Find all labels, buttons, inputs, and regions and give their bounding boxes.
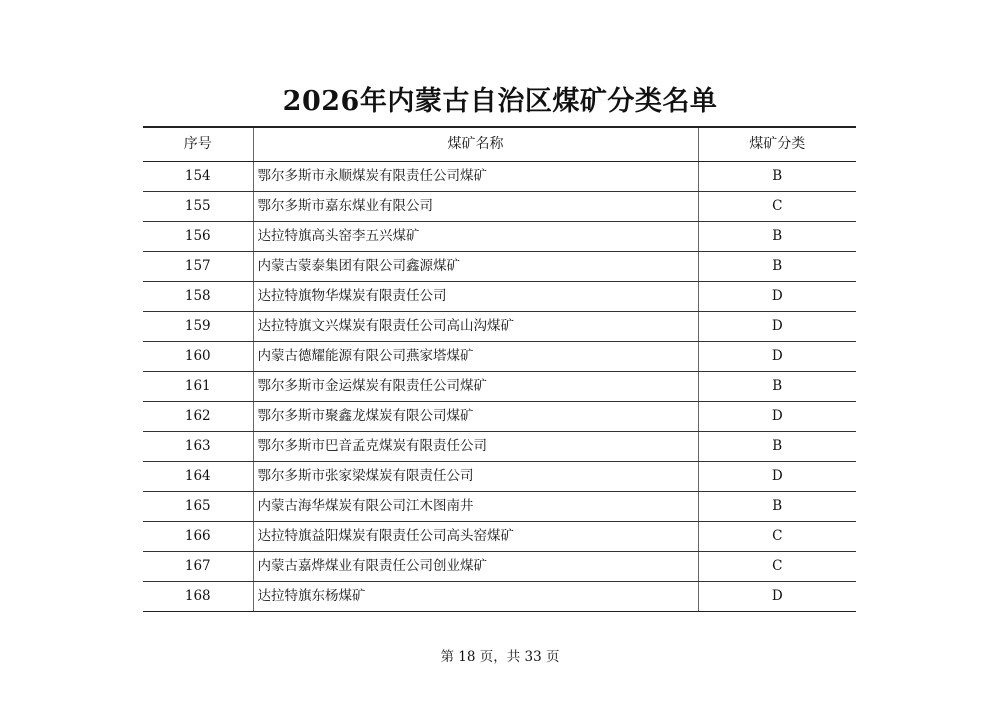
table-row xyxy=(143,402,856,432)
serial-number-cell: 168 xyxy=(143,582,253,612)
serial-number-cell: 157 xyxy=(143,252,253,282)
serial-number-cell: 160 xyxy=(143,342,253,372)
mine-name-cell: 鄂尔多斯市金运煤炭有限责任公司煤矿 xyxy=(253,372,698,402)
coal-mine-table xyxy=(143,126,856,612)
category-cell: D xyxy=(698,282,856,312)
mine-name-cell: 内蒙古海华煤炭有限公司江木图南井 xyxy=(253,492,698,522)
serial-number-cell: 166 xyxy=(143,522,253,552)
serial-number-cell: 163 xyxy=(143,432,253,462)
serial-number-cell: 161 xyxy=(143,372,253,402)
serial-number-cell: 155 xyxy=(143,192,253,222)
table-row xyxy=(143,432,856,462)
table-row xyxy=(143,462,856,492)
category-cell: B xyxy=(698,162,856,192)
serial-number-cell: 165 xyxy=(143,492,253,522)
category-cell: B xyxy=(698,252,856,282)
category-cell: B xyxy=(698,492,856,522)
mine-name-cell: 鄂尔多斯市聚鑫龙煤炭有限公司煤矿 xyxy=(253,402,698,432)
mine-name-cell: 达拉特旗物华煤炭有限责任公司 xyxy=(253,282,698,312)
header-serial-number: 序号 xyxy=(143,127,253,162)
mine-name-cell: 达拉特旗益阳煤炭有限责任公司高头窑煤矿 xyxy=(253,522,698,552)
header-mine-category: 煤矿分类 xyxy=(698,127,856,162)
serial-number-cell: 158 xyxy=(143,282,253,312)
category-cell: D xyxy=(698,402,856,432)
page-number: 第 18 页，共 33 页 xyxy=(440,649,560,665)
category-cell: D xyxy=(698,312,856,342)
serial-number-cell: 167 xyxy=(143,552,253,582)
mine-name-cell: 达拉特旗高头窑李五兴煤矿 xyxy=(253,222,698,252)
mine-name-cell: 内蒙古嘉烨煤业有限责任公司创业煤矿 xyxy=(253,552,698,582)
table-row xyxy=(143,492,856,522)
table-row xyxy=(143,342,856,372)
header-mine-name: 煤矿名称 xyxy=(253,127,698,162)
mine-name-cell: 鄂尔多斯市张家梁煤炭有限责任公司 xyxy=(253,462,698,492)
table-row xyxy=(143,552,856,582)
table-row xyxy=(143,252,856,282)
table-row xyxy=(143,222,856,252)
document-title: 2026年内蒙古自治区煤矿分类名单 xyxy=(282,86,718,117)
table-row xyxy=(143,312,856,342)
table-body xyxy=(143,162,856,612)
mine-name-cell: 达拉特旗东杨煤矿 xyxy=(253,582,698,612)
category-cell: C xyxy=(698,192,856,222)
category-cell: C xyxy=(698,522,856,552)
serial-number-cell: 154 xyxy=(143,162,253,192)
table-row xyxy=(143,162,856,192)
serial-number-cell: 156 xyxy=(143,222,253,252)
category-cell: D xyxy=(698,582,856,612)
category-cell: D xyxy=(698,342,856,372)
table-row xyxy=(143,282,856,312)
header-row xyxy=(143,127,856,162)
category-cell: D xyxy=(698,462,856,492)
table-row xyxy=(143,522,856,552)
mine-name-cell: 鄂尔多斯市嘉东煤业有限公司 xyxy=(253,192,698,222)
serial-number-cell: 164 xyxy=(143,462,253,492)
category-cell: C xyxy=(698,552,856,582)
mine-name-cell: 达拉特旗文兴煤炭有限责任公司高山沟煤矿 xyxy=(253,312,698,342)
serial-number-cell: 159 xyxy=(143,312,253,342)
mine-name-cell: 鄂尔多斯市巴音孟克煤炭有限责任公司 xyxy=(253,432,698,462)
category-cell: B xyxy=(698,372,856,402)
table-row xyxy=(143,582,856,612)
table-row xyxy=(143,372,856,402)
mine-name-cell: 鄂尔多斯市永顺煤炭有限责任公司煤矿 xyxy=(253,162,698,192)
serial-number-cell: 162 xyxy=(143,402,253,432)
mine-name-cell: 内蒙古蒙泰集团有限公司鑫源煤矿 xyxy=(253,252,698,282)
mine-name-cell: 内蒙古德耀能源有限公司燕家塔煤矿 xyxy=(253,342,698,372)
table-header xyxy=(143,127,856,162)
category-cell: B xyxy=(698,432,856,462)
table-row xyxy=(143,192,856,222)
category-cell: B xyxy=(698,222,856,252)
